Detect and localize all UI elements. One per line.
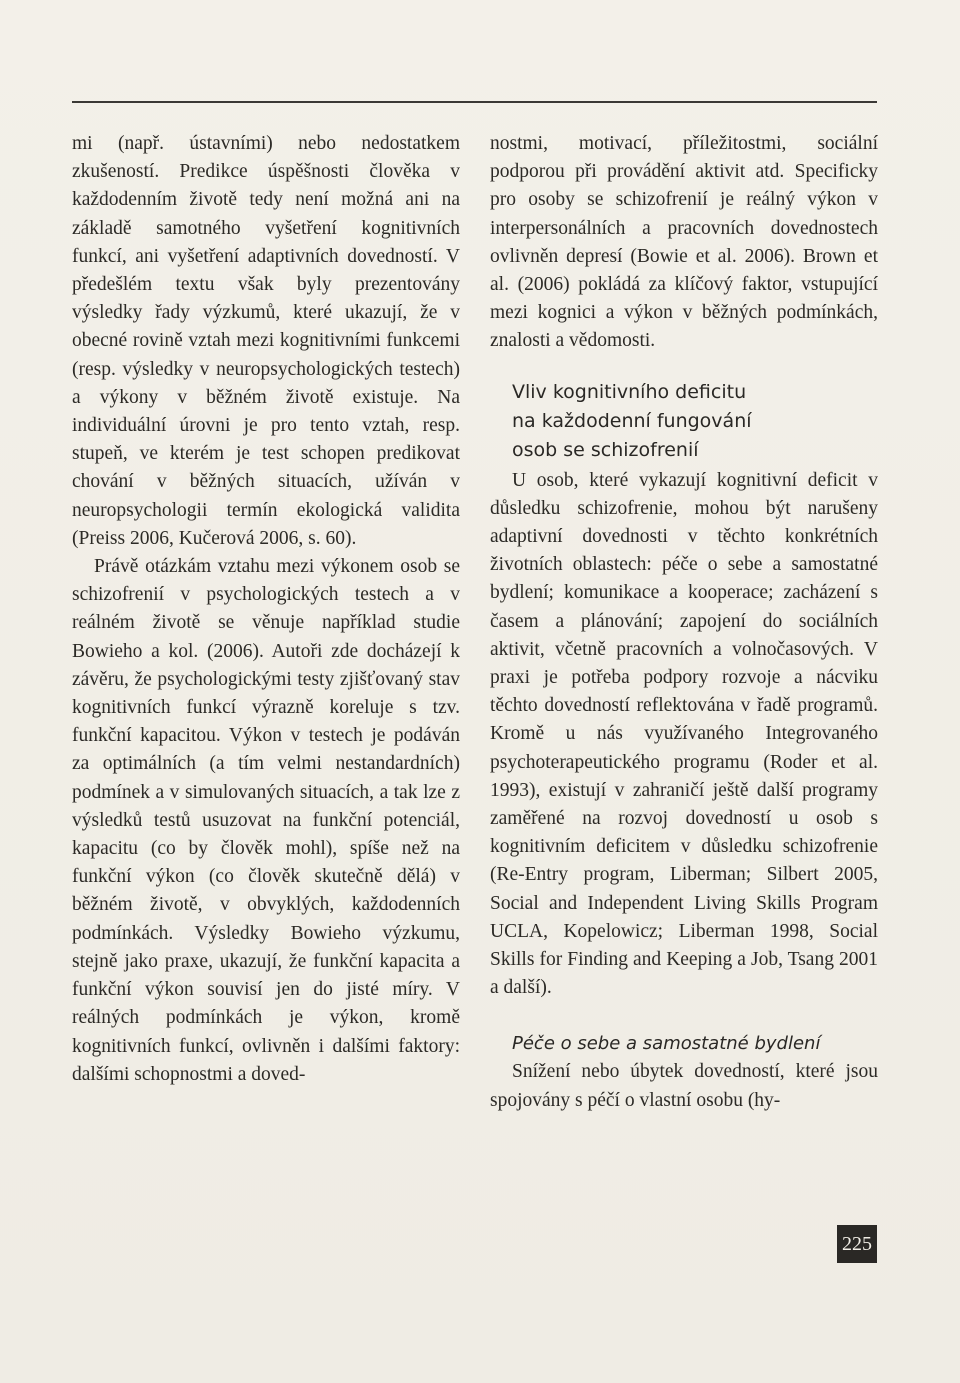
right-column bbox=[490, 130, 878, 1115]
subsection-heading: Péče o sebe a samostatné bydlení bbox=[512, 1033, 821, 1055]
page-number: 225 bbox=[837, 1225, 877, 1263]
right-paragraph-1: nostmi, motivací, příležitostmi, sociální podporou při provádění aktivit atd. Specificky pro osoby se schizofrenií je reálný výkon v interpersonálních a pracovních dovednostech ovlivněn depresí (Bowie et al. 2006). Brown et al. (2006) pokládá za klíčový faktor, vstupující mezi kognici a výkon v běžných podmínkách, znalosti a vědomosti. bbox=[490, 133, 878, 352]
section-heading-line-2: na každodenní fungování bbox=[512, 409, 752, 432]
left-paragraph-1: mi (např. ústavními) nebo nedostatkem zkušeností. Predikce úspěšnosti člověka v každodenním životě tedy není možná ani na základě samotného vyšetření kognitivních funkcí, ani vyšetření adaptivních dovedností. V předešlém textu však byly prezentovány výsledky řady výzkumů, které ukazují, že v obecné rovině vztah mezi kognitivními funkcemi (resp. výsledky v neuropsychologických testech) a výkony v běžném životě existuje. Na individuální úrovni je pro tento vztah, resp. stupeň, ve kterém je test schopen predikovat chování v běžných situacích, užíván v neuropsychologii termín ekologická validita (Preiss 2006, Kučerová 2006, s. 60). bbox=[72, 133, 460, 549]
left-paragraph-2: Právě otázkám vztahu mezi výkonem osob se schizofrenií v psychologických testech a v reálném životě se věnuje například studie Bowieho a kol. (2006). Autoři zde docházejí k závěru, že psychologickými testy zjišťovaný stav kognitivních funkcí výrazně koreluje s tzv. funkční kapacitou. Výkon v testech je podáván za optimálních (a tím velmi nestandardních) podmínek a v simulovaných situacích, a tak lze z výsledků testů usuzovat na funkční potenciál, kapacitu (co by člověk mohl), spíše než na funkční výkon (co člověk skutečně dělá) v běžném životě, v obvyklých, každodenních podmínkách. Výsledky Bowieho výzkumu, stejně jako praxe, ukazují, že funkční kapacita a funkční výkon souvisí jen do jisté míry. V reálných podmínkách je výkon, kromě kognitivních funkcí, ovlivněn i dalšími faktory: dalšími schopnostmi a doved- bbox=[72, 556, 460, 1085]
section-heading-line-1: Vliv kognitivního deficitu bbox=[512, 380, 747, 403]
right-paragraph-3: Snížení nebo úbytek dovedností, které jsou spojovány s péčí o vlastní osobu (hy- bbox=[490, 1061, 878, 1111]
left-column bbox=[72, 130, 460, 1089]
header-rule bbox=[72, 101, 877, 103]
section-heading-line-3: osob se schizofrenií bbox=[512, 438, 699, 461]
right-paragraph-2: U osob, které vykazují kognitivní deficit v důsledku schizofrenie, mohou být narušeny adaptivní dovednosti v těchto konkrétních životních oblastech: péče o sebe a samostatné bydlení; komunikace a kooperace; zacházení s časem a plánování; zapojení do sociálních aktivit, včetně pracovních a volnočasových. V praxi je potřeba podpory rozvoje a nácviku těchto dovedností reflektována v řadě programů. Kromě u nás využívaného Integrovaného psychoterapeutického programu (Roder et al. 1993), existují v zahraničí ještě další programy zaměřené na rozvoj dovedností u osob s kognitivním deficitem v důsledku schizofrenie (Re-Entry program, Liberman; Silbert 2005, Social and Independent Living Skills Program UCLA, Kopelowicz; Liberman 1998, Social Skills for Finding and Keeping a Job, Tsang 2001 a další). bbox=[490, 469, 878, 999]
section-heading bbox=[512, 378, 878, 465]
